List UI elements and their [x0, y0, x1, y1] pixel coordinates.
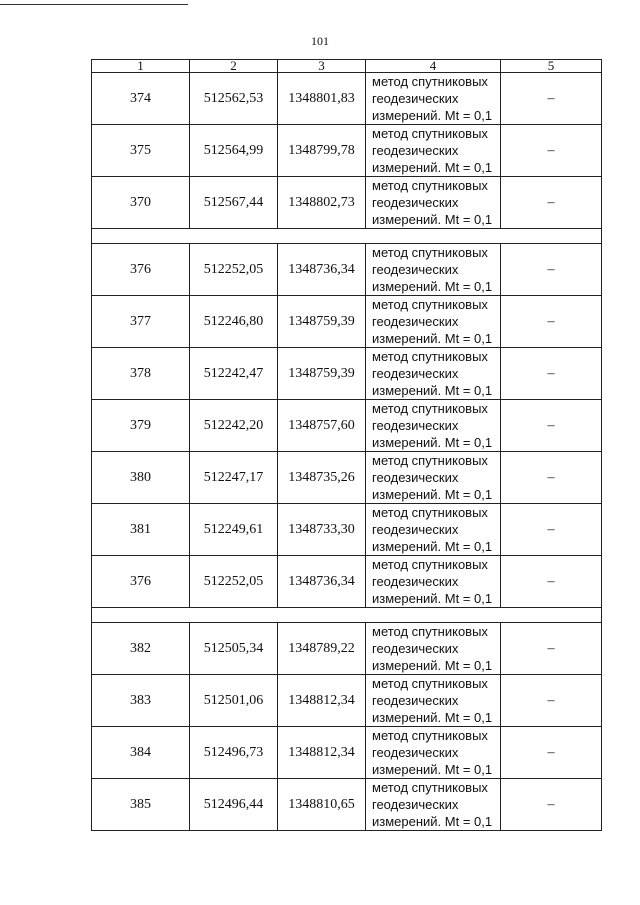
point-number: 382	[92, 623, 190, 675]
coordinate-x: 512246,80	[190, 296, 278, 348]
method-line: измерений. Mt = 0,1	[372, 331, 493, 346]
coordinate-y: 1348810,65	[278, 779, 366, 831]
method-line: геодезических	[372, 574, 459, 589]
method-text	[366, 779, 500, 830]
coordinate-y: 1348759,39	[278, 296, 366, 348]
note-dash: –	[501, 779, 602, 831]
method-line: метод спутниковых	[372, 676, 488, 691]
method-text	[366, 73, 500, 124]
coordinate-x: 512564,99	[190, 125, 278, 177]
note-dash: –	[501, 727, 602, 779]
method-line: геодезических	[372, 641, 459, 656]
table-row	[92, 556, 602, 608]
note-dash: –	[501, 244, 602, 296]
point-number: 379	[92, 400, 190, 452]
method-text	[366, 125, 500, 176]
method-line: измерений. Mt = 0,1	[372, 591, 493, 606]
note-dash: –	[501, 73, 602, 125]
method-description	[366, 177, 501, 229]
coordinate-y: 1348733,30	[278, 504, 366, 556]
table-row	[92, 452, 602, 504]
method-line: геодезических	[372, 314, 459, 329]
table-row	[92, 675, 602, 727]
coordinate-y: 1348736,34	[278, 556, 366, 608]
method-text	[366, 296, 500, 347]
note-dash: –	[501, 675, 602, 727]
table-row	[92, 348, 602, 400]
coordinate-x: 512242,20	[190, 400, 278, 452]
method-line: геодезических	[372, 418, 459, 433]
coordinate-x: 512505,34	[190, 623, 278, 675]
method-description	[366, 125, 501, 177]
method-line: геодезических	[372, 195, 459, 210]
note-dash: –	[501, 452, 602, 504]
method-description	[366, 623, 501, 675]
method-line: метод спутниковых	[372, 780, 488, 795]
method-description	[366, 504, 501, 556]
coordinate-x: 512567,44	[190, 177, 278, 229]
method-description	[366, 348, 501, 400]
point-number: 376	[92, 556, 190, 608]
method-text	[366, 177, 500, 228]
point-number: 385	[92, 779, 190, 831]
note-dash: –	[501, 556, 602, 608]
method-description	[366, 73, 501, 125]
coordinate-x: 512496,73	[190, 727, 278, 779]
method-line: измерений. Mt = 0,1	[372, 762, 493, 777]
point-number: 370	[92, 177, 190, 229]
point-number: 381	[92, 504, 190, 556]
method-line: метод спутниковых	[372, 453, 488, 468]
method-text	[366, 400, 500, 451]
method-line: геодезических	[372, 693, 459, 708]
method-line: метод спутниковых	[372, 505, 488, 520]
method-line: геодезических	[372, 91, 459, 106]
method-description	[366, 400, 501, 452]
header-row	[92, 60, 602, 73]
table-row	[92, 177, 602, 229]
point-number: 383	[92, 675, 190, 727]
coordinate-x: 512252,05	[190, 556, 278, 608]
point-number: 384	[92, 727, 190, 779]
point-number: 376	[92, 244, 190, 296]
method-description	[366, 244, 501, 296]
method-description	[366, 452, 501, 504]
method-line: метод спутниковых	[372, 297, 488, 312]
method-line: измерений. Mt = 0,1	[372, 539, 493, 554]
method-text	[366, 556, 500, 607]
method-line: измерений. Mt = 0,1	[372, 435, 493, 450]
method-line: метод спутниковых	[372, 245, 488, 260]
method-text	[366, 727, 500, 778]
column-header-2: 2	[190, 60, 278, 73]
method-text	[366, 452, 500, 503]
method-line: измерений. Mt = 0,1	[372, 108, 493, 123]
coordinate-y: 1348812,34	[278, 675, 366, 727]
method-line: метод спутниковых	[372, 178, 488, 193]
note-dash: –	[501, 125, 602, 177]
method-line: метод спутниковых	[372, 557, 488, 572]
note-dash: –	[501, 400, 602, 452]
separator-row	[92, 608, 602, 623]
note-dash: –	[501, 177, 602, 229]
column-header-1: 1	[92, 60, 190, 73]
table-row	[92, 125, 602, 177]
table-row	[92, 244, 602, 296]
point-number: 375	[92, 125, 190, 177]
method-line: геодезических	[372, 522, 459, 537]
separator-cell	[92, 608, 602, 623]
method-line: геодезических	[372, 797, 459, 812]
method-description	[366, 727, 501, 779]
method-line: метод спутниковых	[372, 401, 488, 416]
table-row	[92, 504, 602, 556]
method-line: измерений. Mt = 0,1	[372, 487, 493, 502]
note-dash: –	[501, 348, 602, 400]
table-row	[92, 779, 602, 831]
coordinate-x: 512249,61	[190, 504, 278, 556]
column-header-4: 4	[366, 60, 501, 73]
method-line: измерений. Mt = 0,1	[372, 212, 493, 227]
method-description	[366, 779, 501, 831]
column-header-3: 3	[278, 60, 366, 73]
method-line: измерений. Mt = 0,1	[372, 658, 493, 673]
coordinate-y: 1348799,78	[278, 125, 366, 177]
note-dash: –	[501, 296, 602, 348]
table-row	[92, 296, 602, 348]
coordinate-y: 1348801,83	[278, 73, 366, 125]
method-line: метод спутниковых	[372, 624, 488, 639]
method-line: метод спутниковых	[372, 126, 488, 141]
column-header-5: 5	[501, 60, 602, 73]
table-row	[92, 73, 602, 125]
method-line: геодезических	[372, 745, 459, 760]
coordinate-y: 1348757,60	[278, 400, 366, 452]
method-text	[366, 675, 500, 726]
table-row	[92, 623, 602, 675]
table-body	[92, 60, 602, 831]
separator-cell	[92, 229, 602, 244]
method-line: измерений. Mt = 0,1	[372, 814, 493, 829]
method-line: измерений. Mt = 0,1	[372, 160, 493, 175]
coordinate-x: 512501,06	[190, 675, 278, 727]
method-description	[366, 296, 501, 348]
method-line: измерений. Mt = 0,1	[372, 710, 493, 725]
page-number: 101	[311, 34, 329, 48]
method-line: геодезических	[372, 143, 459, 158]
coordinate-y: 1348789,22	[278, 623, 366, 675]
point-number: 378	[92, 348, 190, 400]
method-text	[366, 244, 500, 295]
point-number: 377	[92, 296, 190, 348]
method-line: измерений. Mt = 0,1	[372, 383, 493, 398]
coordinate-x: 512242,47	[190, 348, 278, 400]
coordinates-table	[91, 59, 602, 831]
method-text	[366, 623, 500, 674]
method-text	[366, 348, 500, 399]
coordinate-x: 512562,53	[190, 73, 278, 125]
point-number: 380	[92, 452, 190, 504]
note-dash: –	[501, 623, 602, 675]
table-row	[92, 400, 602, 452]
point-number: 374	[92, 73, 190, 125]
method-line: метод спутниковых	[372, 728, 488, 743]
method-line: измерений. Mt = 0,1	[372, 279, 493, 294]
method-line: метод спутниковых	[372, 74, 488, 89]
method-text	[366, 504, 500, 555]
coordinate-y: 1348759,39	[278, 348, 366, 400]
method-line: геодезических	[372, 262, 459, 277]
coordinate-y: 1348736,34	[278, 244, 366, 296]
method-line: геодезических	[372, 470, 459, 485]
coordinate-y: 1348802,73	[278, 177, 366, 229]
note-dash: –	[501, 504, 602, 556]
table-row	[92, 727, 602, 779]
separator-row	[92, 229, 602, 244]
method-description	[366, 556, 501, 608]
coordinate-y: 1348812,34	[278, 727, 366, 779]
method-line: метод спутниковых	[372, 349, 488, 364]
coordinate-y: 1348735,26	[278, 452, 366, 504]
coordinate-x: 512252,05	[190, 244, 278, 296]
coordinate-x: 512247,17	[190, 452, 278, 504]
method-description	[366, 675, 501, 727]
method-line: геодезических	[372, 366, 459, 381]
coordinate-x: 512496,44	[190, 779, 278, 831]
top-rule	[0, 4, 188, 5]
